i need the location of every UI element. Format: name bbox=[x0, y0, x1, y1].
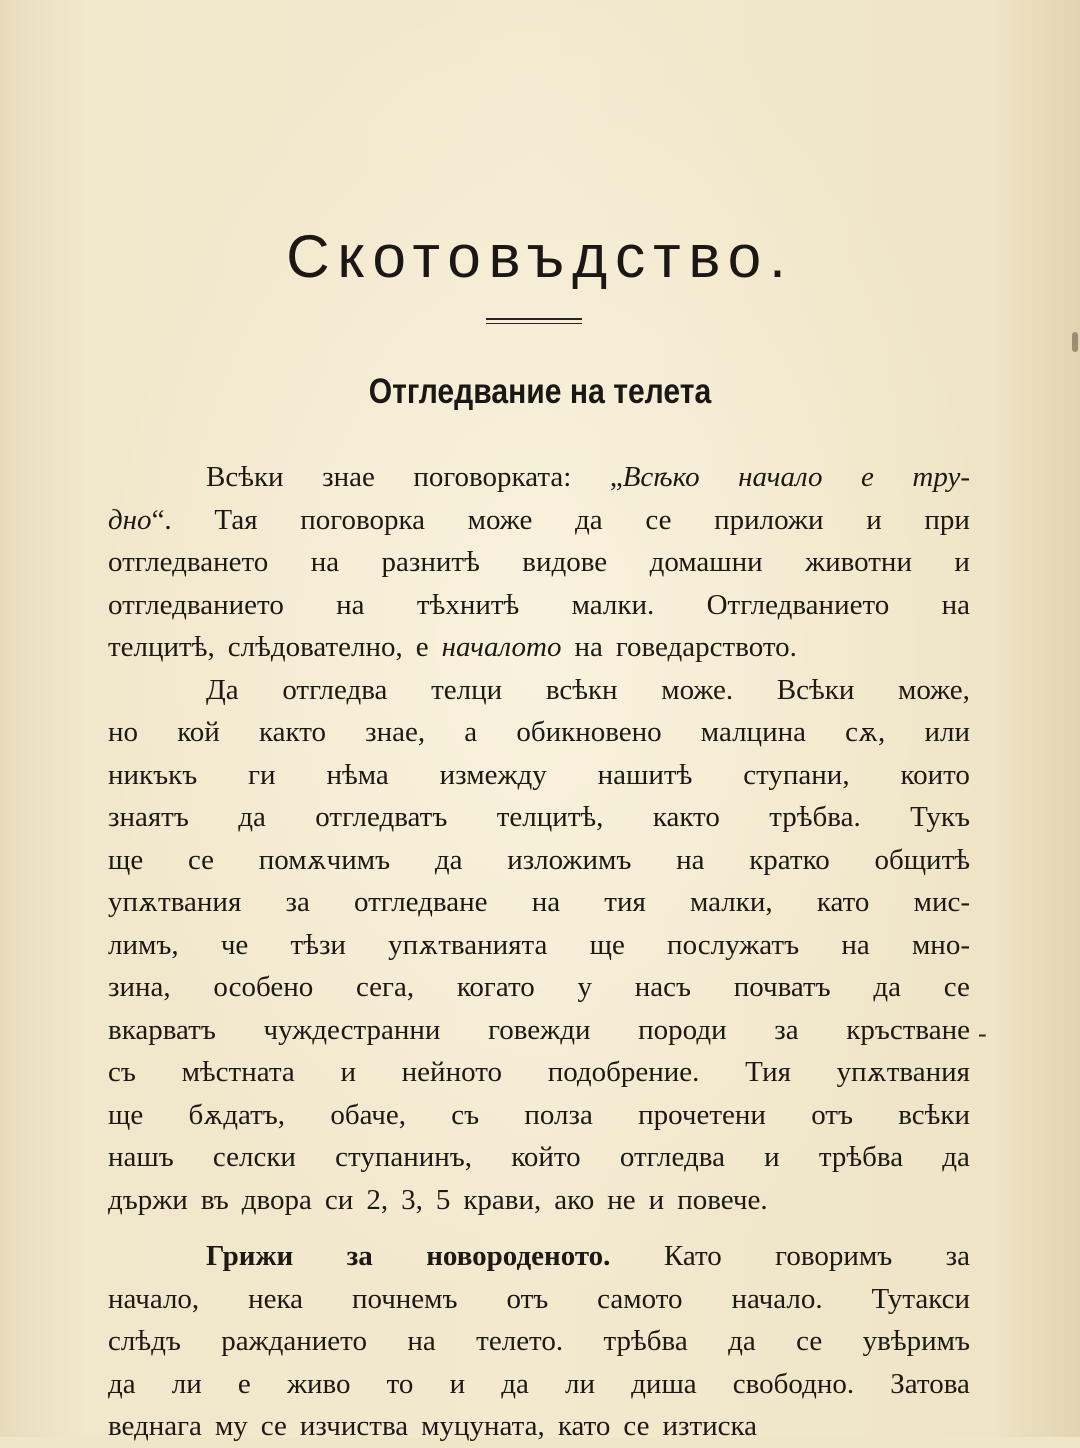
word: живо bbox=[286, 1367, 351, 1400]
word: телцитѣ, bbox=[108, 631, 215, 663]
word: за bbox=[945, 1240, 970, 1272]
word: да bbox=[434, 843, 463, 876]
word: Тая bbox=[214, 503, 258, 536]
word: Всѣки bbox=[776, 673, 855, 706]
word: знаятъ bbox=[108, 801, 189, 833]
paragraph-2 bbox=[108, 669, 970, 1222]
word: да bbox=[108, 1367, 136, 1400]
word: и bbox=[648, 1183, 665, 1216]
word: за bbox=[285, 886, 310, 918]
scan-edge-mark bbox=[1072, 332, 1078, 352]
word: както bbox=[258, 716, 327, 748]
margin-mark: - bbox=[978, 1019, 987, 1048]
word: измежду bbox=[439, 758, 547, 791]
word: телцитѣ, bbox=[496, 801, 604, 833]
word: знае bbox=[322, 461, 375, 493]
word: мѣстната bbox=[181, 1056, 295, 1088]
text-line bbox=[108, 584, 970, 627]
text-line bbox=[108, 839, 970, 882]
word: домашни bbox=[649, 546, 763, 578]
text-line bbox=[108, 881, 970, 924]
word: и bbox=[449, 1367, 466, 1400]
word: поговорка bbox=[300, 503, 425, 536]
word: нашъ bbox=[108, 1141, 174, 1173]
word: на bbox=[407, 1325, 436, 1357]
word: когато bbox=[456, 971, 535, 1003]
word: като bbox=[557, 1410, 611, 1442]
text-line bbox=[108, 1009, 970, 1052]
word: селски bbox=[212, 1141, 296, 1173]
word: знае, bbox=[365, 716, 426, 748]
word: отгледването bbox=[108, 546, 269, 578]
body-text bbox=[108, 456, 970, 1448]
word: да bbox=[238, 801, 266, 833]
word: слѣдователно, bbox=[227, 631, 403, 663]
word: говедарството. bbox=[615, 631, 797, 663]
word: си bbox=[324, 1183, 354, 1216]
word: ражданието bbox=[221, 1325, 367, 1357]
word: изтиска bbox=[662, 1410, 758, 1442]
word: у bbox=[577, 971, 592, 1003]
word: упѫтвания bbox=[108, 886, 242, 918]
word: не bbox=[607, 1183, 636, 1216]
text-line bbox=[108, 754, 970, 797]
word: ще bbox=[108, 1098, 144, 1131]
word: на bbox=[574, 631, 603, 663]
text-line bbox=[108, 626, 970, 669]
word: въ bbox=[200, 1183, 229, 1216]
word: начало, bbox=[108, 1282, 200, 1315]
word: „Всѣко bbox=[609, 461, 700, 493]
word: нѣма bbox=[326, 758, 389, 791]
word: началото bbox=[441, 631, 562, 663]
word: изложимъ bbox=[507, 843, 632, 876]
word: е bbox=[237, 1367, 251, 1400]
word: да bbox=[501, 1367, 529, 1400]
word: като bbox=[816, 886, 870, 918]
word: Като bbox=[663, 1240, 722, 1272]
word: мис- bbox=[913, 886, 970, 918]
text-line bbox=[108, 1320, 970, 1363]
word: да bbox=[728, 1325, 756, 1357]
word: и bbox=[954, 546, 970, 578]
text-line bbox=[108, 1051, 970, 1094]
text-line bbox=[108, 924, 970, 967]
word: тѣхнитѣ bbox=[416, 588, 520, 621]
word: зина, bbox=[108, 971, 171, 1003]
word: веднага bbox=[108, 1410, 202, 1442]
word: които bbox=[900, 758, 970, 791]
word: обаче, bbox=[330, 1098, 406, 1131]
word: разнитѣ bbox=[381, 546, 480, 578]
word: Тукъ bbox=[910, 801, 970, 833]
word: трѣбва. bbox=[769, 801, 861, 833]
text-line bbox=[108, 499, 970, 542]
word: дно“. bbox=[108, 503, 172, 536]
word: отгледватъ bbox=[315, 801, 448, 833]
word: Да bbox=[206, 673, 239, 706]
word: може. bbox=[661, 673, 734, 706]
word: ли bbox=[565, 1367, 596, 1400]
word: се bbox=[645, 503, 672, 536]
word: говежди bbox=[488, 1013, 591, 1046]
word: обикновено bbox=[516, 716, 662, 748]
word: говоримъ bbox=[775, 1240, 893, 1272]
title-divider bbox=[486, 318, 582, 324]
word: самото bbox=[597, 1282, 683, 1315]
word: вкарватъ bbox=[108, 1013, 216, 1046]
word: Всѣки bbox=[206, 461, 284, 493]
word: начало bbox=[738, 461, 823, 493]
word: отъ bbox=[506, 1282, 549, 1315]
word: то bbox=[386, 1367, 414, 1400]
text-line bbox=[108, 1179, 970, 1222]
word: е bbox=[415, 631, 429, 663]
paragraph-3 bbox=[108, 1235, 970, 1448]
word: се bbox=[943, 971, 970, 1003]
word: всѣкн bbox=[545, 673, 618, 706]
word: отгледва bbox=[619, 1141, 725, 1173]
word: кратко bbox=[749, 843, 830, 876]
word: тия bbox=[604, 886, 646, 918]
word: двора bbox=[241, 1183, 312, 1216]
word: насъ bbox=[634, 971, 691, 1003]
word: на bbox=[531, 886, 561, 918]
word: 3, bbox=[401, 1183, 423, 1216]
text-line bbox=[108, 1235, 970, 1278]
word: ли bbox=[171, 1367, 202, 1400]
word: телето. bbox=[476, 1325, 564, 1357]
word: ступанинъ, bbox=[335, 1141, 473, 1173]
word: ако bbox=[554, 1183, 595, 1216]
word: упѫтвания bbox=[836, 1056, 970, 1088]
word: 5 bbox=[435, 1183, 451, 1216]
word: изчиства bbox=[299, 1410, 409, 1442]
text-line bbox=[108, 966, 970, 1009]
word: почнемъ bbox=[351, 1282, 458, 1315]
word: свободно. bbox=[732, 1367, 855, 1400]
word: съ bbox=[451, 1098, 480, 1131]
word: кой bbox=[177, 716, 220, 748]
word: помѫчимъ bbox=[258, 843, 391, 876]
paragraph-1 bbox=[108, 456, 970, 669]
word: а bbox=[464, 716, 478, 748]
word: отгледване bbox=[354, 886, 488, 918]
word: полза bbox=[524, 1098, 593, 1131]
word: се bbox=[260, 1410, 287, 1442]
text-line bbox=[108, 669, 970, 712]
word: е bbox=[860, 461, 874, 493]
word: слѣдъ bbox=[108, 1325, 181, 1357]
word: малцина bbox=[700, 716, 806, 748]
word: всѣки bbox=[898, 1098, 970, 1131]
word: за bbox=[774, 1013, 799, 1046]
word: който bbox=[511, 1141, 581, 1173]
word: новороденото. bbox=[426, 1240, 611, 1272]
word: ще bbox=[589, 928, 625, 961]
word: телци bbox=[431, 673, 503, 706]
word: упѫтванията bbox=[388, 928, 548, 961]
word: на bbox=[841, 928, 870, 961]
word: на bbox=[310, 546, 340, 578]
word: се bbox=[187, 843, 215, 876]
word: нейното bbox=[401, 1056, 502, 1088]
word: ще bbox=[108, 843, 144, 876]
word: отъ bbox=[811, 1098, 853, 1131]
word: бѫдатъ, bbox=[188, 1098, 286, 1131]
word: да bbox=[942, 1141, 970, 1173]
word: Тутакси bbox=[871, 1282, 970, 1315]
word: мно- bbox=[911, 928, 970, 961]
word: при bbox=[924, 503, 970, 536]
word: муцуната, bbox=[421, 1410, 545, 1442]
text-line bbox=[108, 456, 970, 499]
text-line bbox=[108, 541, 970, 584]
word: че bbox=[220, 928, 249, 961]
word: диша bbox=[631, 1367, 697, 1400]
word: крави, bbox=[463, 1183, 542, 1216]
text-line bbox=[108, 796, 970, 839]
word: малки. bbox=[571, 588, 655, 621]
word: начало. bbox=[731, 1282, 823, 1315]
word: прочетени bbox=[638, 1098, 766, 1131]
word: му bbox=[214, 1410, 248, 1442]
word: кръстване bbox=[846, 1013, 970, 1046]
word: сега, bbox=[355, 971, 415, 1003]
word: нека bbox=[248, 1282, 304, 1315]
text-line bbox=[108, 1363, 970, 1406]
word: общитѣ bbox=[874, 843, 970, 876]
word: повече. bbox=[677, 1183, 768, 1216]
word: се bbox=[796, 1325, 823, 1357]
word: ги bbox=[248, 758, 276, 791]
word: породи bbox=[638, 1013, 727, 1046]
word: отгледванието bbox=[108, 588, 284, 621]
word: Тия bbox=[745, 1056, 791, 1088]
word: на bbox=[676, 843, 705, 876]
word: почватъ bbox=[733, 971, 831, 1003]
word: и bbox=[340, 1056, 356, 1088]
word: Грижи bbox=[206, 1240, 294, 1272]
word: и bbox=[764, 1141, 780, 1173]
text-line bbox=[108, 711, 970, 754]
word: да bbox=[873, 971, 902, 1003]
word: малки, bbox=[690, 886, 773, 918]
word: се bbox=[623, 1410, 650, 1442]
word: на bbox=[941, 588, 970, 621]
word: тѣзи bbox=[290, 928, 346, 961]
word: и bbox=[866, 503, 882, 536]
word: чуждестранни bbox=[263, 1013, 441, 1046]
word: тру- bbox=[912, 461, 970, 493]
word: сѫ, bbox=[845, 716, 886, 748]
word: на bbox=[336, 588, 365, 621]
word: отгледва bbox=[282, 673, 388, 706]
word: за bbox=[346, 1240, 373, 1272]
word: 2, bbox=[366, 1183, 389, 1216]
word: както bbox=[652, 801, 720, 833]
word: особено bbox=[213, 971, 314, 1003]
word: може, bbox=[898, 673, 970, 706]
word: никъкъ bbox=[108, 758, 198, 791]
word: трѣбва bbox=[603, 1325, 688, 1357]
word: нашитѣ bbox=[597, 758, 693, 791]
word: лимъ, bbox=[108, 928, 179, 961]
word: или bbox=[924, 716, 970, 748]
word: поговорката: bbox=[413, 461, 572, 493]
word: приложи bbox=[714, 503, 824, 536]
word: послужатъ bbox=[667, 928, 800, 961]
word: видове bbox=[522, 546, 608, 578]
word: Затова bbox=[890, 1367, 970, 1400]
word: ступани, bbox=[743, 758, 850, 791]
word: трѣбва bbox=[818, 1141, 904, 1173]
section-heading: Отгледвание на телета bbox=[368, 372, 712, 411]
text-line bbox=[108, 1278, 970, 1321]
word: държи bbox=[108, 1183, 188, 1216]
word: животни bbox=[805, 546, 912, 578]
page-title: Скотовъдство. bbox=[286, 223, 794, 290]
text-line bbox=[108, 1405, 970, 1448]
word: подобрение. bbox=[547, 1056, 700, 1088]
word: съ bbox=[108, 1056, 136, 1088]
text-line bbox=[108, 1094, 970, 1137]
word: може bbox=[467, 503, 533, 536]
word: увѣримъ bbox=[862, 1325, 970, 1357]
word: Отгледванието bbox=[706, 588, 890, 621]
text-line bbox=[108, 1136, 970, 1179]
word: да bbox=[575, 503, 603, 536]
word: но bbox=[108, 716, 139, 748]
